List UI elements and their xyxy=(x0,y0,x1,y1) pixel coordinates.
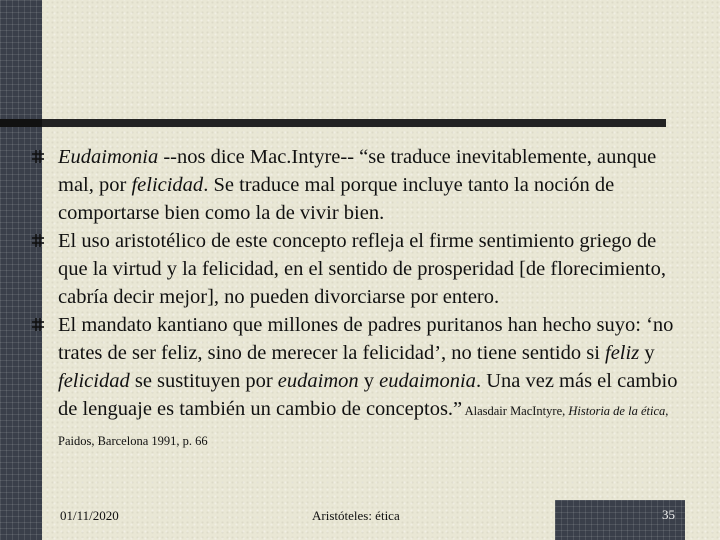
para-text xyxy=(58,314,677,450)
text-segment: Eudaimonia xyxy=(58,146,159,168)
footer-title: Aristóteles: ética xyxy=(312,508,400,523)
citation-segment: Alasdair MacIntyre, xyxy=(462,404,569,418)
text-segment: . Se traduce mal porque incluye tanto la noción de comportarse bien como la de vivir bien. xyxy=(58,174,615,224)
text-segment: eudaimon xyxy=(277,370,359,392)
para-text: El uso aristotélico de este concepto refleja el firme sentimiento griego de que la virtud y la felicidad, en el sentido de prosperidad [de florecimiento, cabría decir mejor], no pueden divorciarse por entero. xyxy=(58,230,666,308)
slide-body xyxy=(30,143,690,455)
text-segment: . Una vez más el cambio de lenguaje es también un cambio de conceptos.” xyxy=(58,370,678,420)
text-segment: y xyxy=(639,342,655,364)
citation-segment: Historia de la ética xyxy=(568,404,666,418)
hash-bullet-icon xyxy=(32,150,44,163)
text-segment: y xyxy=(358,370,380,392)
text-segment: felicidad xyxy=(131,174,204,196)
bullet-paragraph-1 xyxy=(30,143,690,227)
footer-date: 01/11/2020 xyxy=(60,508,119,523)
text-segment: feliz xyxy=(605,342,640,364)
title-divider-bar xyxy=(0,119,666,127)
text-segment: se sustituyen por xyxy=(129,370,278,392)
text-segment: --nos dice Mac.Intyre-- “se traduce inevitablemente, aunque mal, por xyxy=(58,146,657,196)
hash-bullet-icon xyxy=(32,318,44,331)
bullet-paragraph-3 xyxy=(30,311,690,455)
text-segment: El mandato kantiano que millones de padres puritanos han hecho suyo: ‘no trates de ser feliz, sino de merecer la felicidad’, no tiene sentido si xyxy=(58,314,674,364)
slide-number: 35 xyxy=(662,507,675,522)
text-segment: felicidad xyxy=(58,370,130,392)
para-text xyxy=(58,146,656,224)
hash-bullet-icon xyxy=(32,234,44,247)
bullet-paragraph-2 xyxy=(30,227,690,311)
citation-segment: , Paidos, Barcelona 1991, p. 66 xyxy=(58,404,669,448)
text-segment: eudaimonia xyxy=(379,370,476,392)
